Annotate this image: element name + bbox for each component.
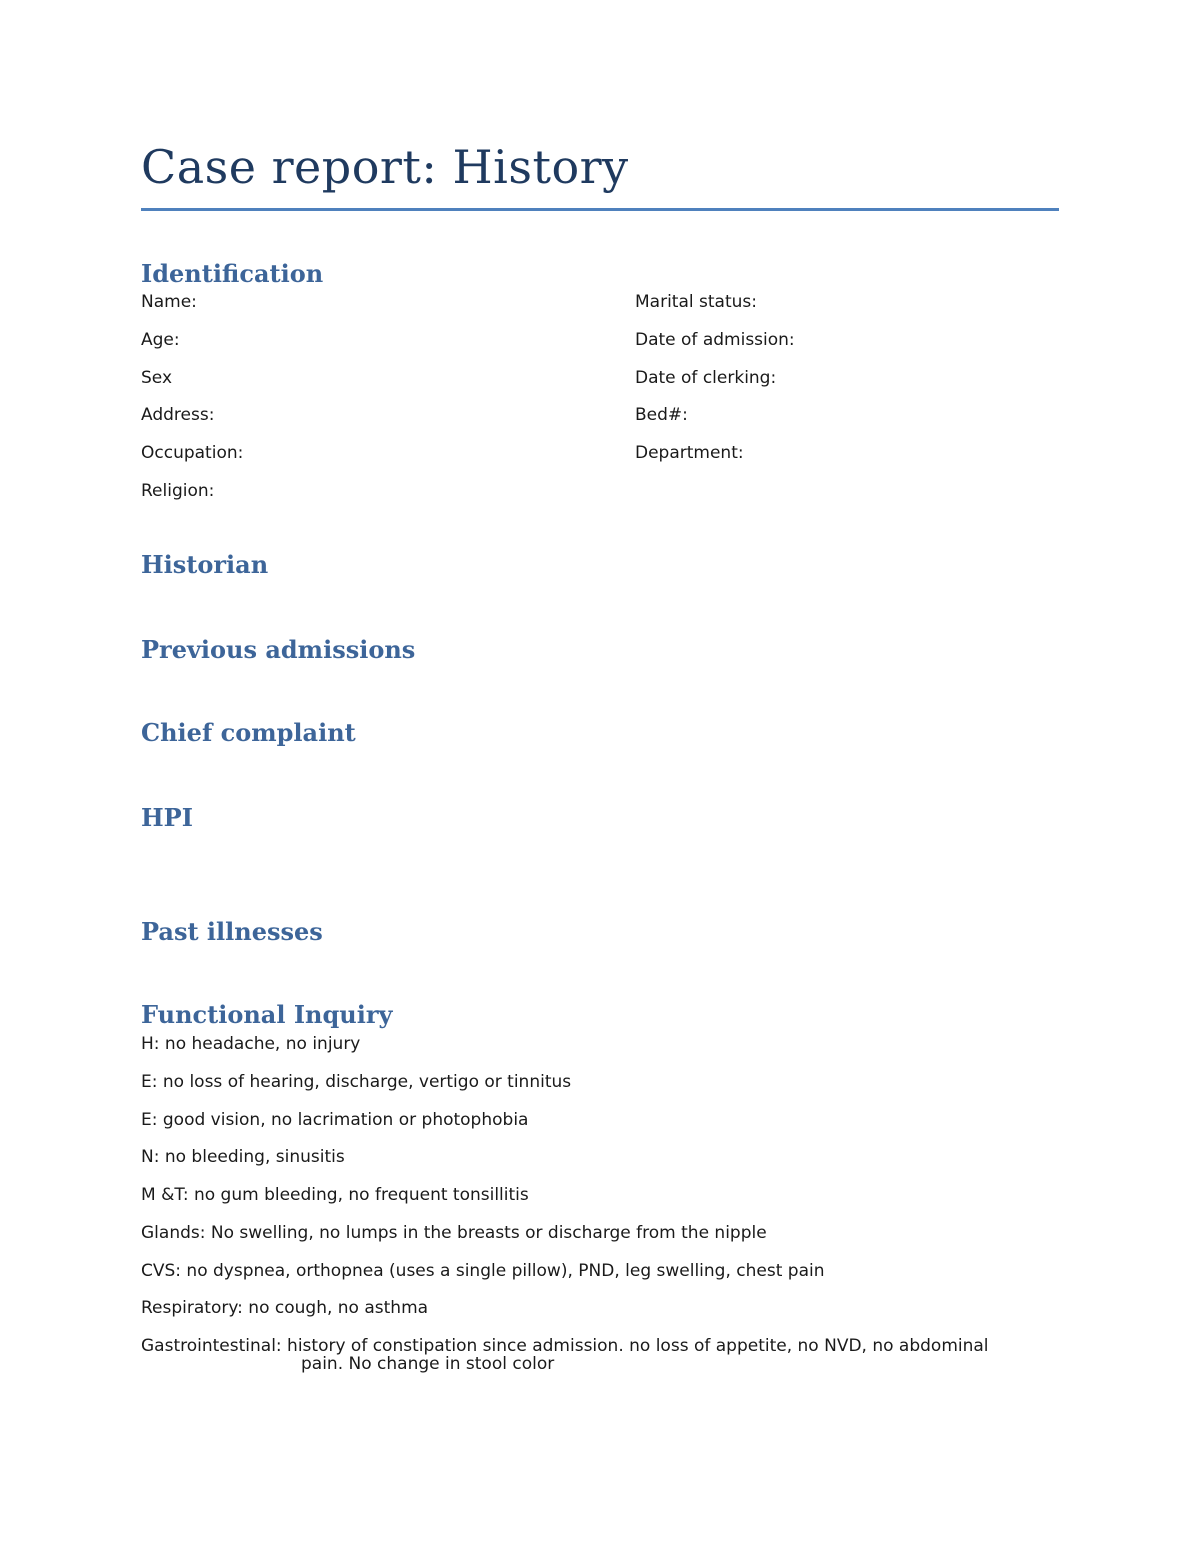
hpi-heading: HPI [141,803,193,832]
title-divider [141,208,1059,211]
inquiry-respiratory: Respiratory: no cough, no asthma [141,1298,429,1318]
field-marital-status: Marital status: [635,292,757,312]
field-religion: Religion: [141,481,215,501]
inquiry-head: H: no headache, no injury [141,1034,361,1054]
inquiry-eyes: E: good vision, no lacrimation or photophobia [141,1110,529,1130]
identification-heading: Identification [141,259,324,288]
field-occupation: Occupation: [141,443,244,463]
inquiry-glands: Glands: No swelling, no lumps in the breasts or discharge from the nipple [141,1223,767,1243]
inquiry-nose: N: no bleeding, sinusitis [141,1147,345,1167]
field-age: Age: [141,330,180,350]
field-date-of-admission: Date of admission: [635,330,795,350]
field-date-of-clerking: Date of clerking: [635,368,777,388]
previous-admissions-heading: Previous admissions [141,635,416,664]
inquiry-gi-line2: pain. No change in stool color [301,1354,555,1374]
past-illnesses-heading: Past illnesses [141,917,323,946]
field-bed-number: Bed#: [635,405,688,425]
inquiry-ears: E: no loss of hearing, discharge, vertigo or tinnitus [141,1072,572,1092]
page-title: Case report: History [141,140,629,194]
field-name: Name: [141,292,197,312]
inquiry-gastrointestinal [141,1337,1041,1373]
inquiry-cvs: CVS: no dyspnea, orthopnea (uses a single pillow), PND, leg swelling, chest pain [141,1261,825,1281]
historian-heading: Historian [141,550,269,579]
field-sex: Sex [141,368,173,388]
functional-inquiry-heading: Functional Inquiry [141,1000,393,1029]
chief-complaint-heading: Chief complaint [141,718,356,747]
inquiry-gi-line1: Gastrointestinal: history of constipation since admission. no loss of appetite, no NVD, no abdominal [141,1336,989,1356]
inquiry-mouth-throat: M &T: no gum bleeding, no frequent tonsillitis [141,1185,529,1205]
field-department: Department: [635,443,744,463]
field-address: Address: [141,405,215,425]
